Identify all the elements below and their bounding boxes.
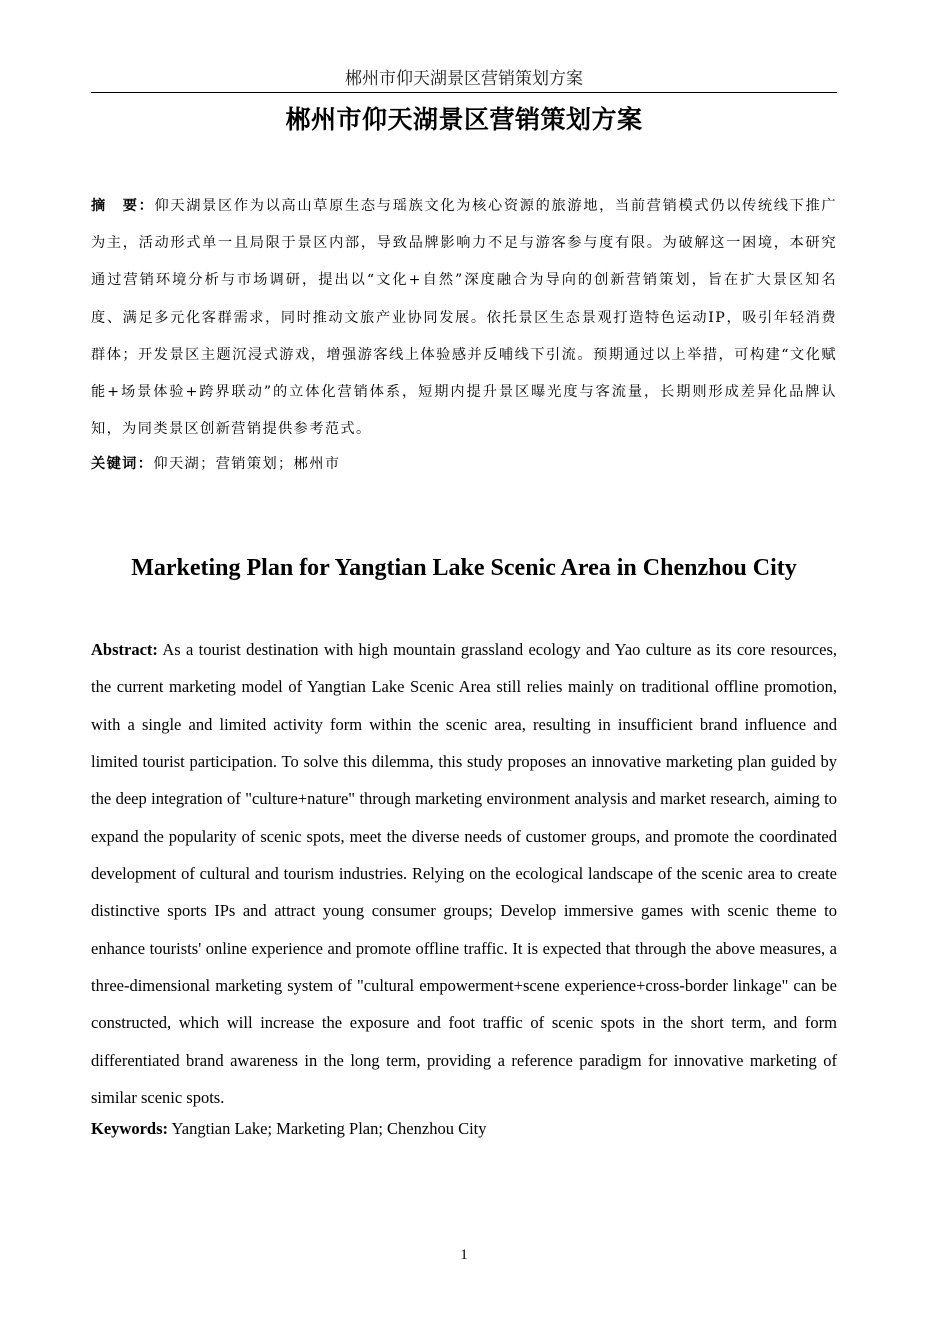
english-title: Marketing Plan for Yangtian Lake Scenic Area in Chenzhou City bbox=[131, 555, 797, 581]
chinese-title: 郴州市仰天湖景区营销策划方案 bbox=[285, 105, 643, 134]
english-abstract-text: As a tourist destination with high mountain grassland ecology and Yao culture as its core resources, the current marketing model of Yangtian Lake Scenic Area still relies mainly on traditional offline promotion, with a single and limited activity form within the scenic area, resulting in insufficient brand influence and limited tourist participation. To solve this dilemma, this study proposes an innovative marketing plan guided by the deep integration of "culture+nature" through marketing environment analysis and market research, aiming to expand the popularity of scenic spots, meet the diverse needs of customer groups, and promote the coordinated development of cultural and tourism industries. Relying on the ecological landscape of the scenic area to create distinctive sports IPs and attract young consumer groups; Develop immersive games with scenic theme to enhance tourists' online experience and promote offline traffic. It is expected that through the above measures, a three-dimensional marketing system of "cultural empowerment+scene experience+cross-border linkage" can be constructed, which will increase the exposure and foot traffic of scenic spots in the short term, and form differentiated brand awareness in the long term, providing a reference paradigm for innovative marketing of similar scenic spots. bbox=[91, 640, 837, 1108]
chinese-abstract-text: 仰天湖景区作为以高山草原生态与瑶族文化为核心资源的旅游地，当前营销模式仍以传统线下推广为主，活动形式单一且局限于景区内部，导致品牌影响力不足与游客参与度有限。为破解这一困境，本研究通过营销环境分析与市场调研，提出以“文化+自然”深度融合为导向的创新营销策划，旨在扩大景区知名度、满足多元化客群需求，同时推动文旅产业协同发展。依托景区生态景观打造特色运动IP，吸引年轻消费群体；开发景区主题沉浸式游戏，增强游客线上体验感并反哺线下引流。预期通过以上举措，可构建“文化赋能+场景体验+跨界联动”的立体化营销体系，短期内提升景区曝光度与客流量，长期则形成差异化品牌认知，为同类景区创新营销提供参考范式。 bbox=[91, 198, 837, 438]
chinese-keywords-text: 仰天湖；营销策划；郴州市 bbox=[153, 456, 341, 472]
page-number: 1 bbox=[460, 1247, 468, 1263]
chinese-abstract-label: 摘 要： bbox=[91, 198, 155, 214]
english-abstract bbox=[91, 631, 837, 1116]
running-header: 郴州市仰天湖景区营销策划方案 bbox=[91, 66, 837, 93]
english-keywords-label: Keywords: bbox=[91, 1119, 168, 1138]
chinese-abstract bbox=[91, 188, 837, 448]
chinese-keywords bbox=[91, 450, 837, 478]
english-keywords-text: Yangtian Lake; Marketing Plan; Chenzhou City bbox=[171, 1119, 487, 1138]
english-keywords bbox=[91, 1115, 837, 1143]
english-abstract-label: Abstract: bbox=[91, 640, 158, 659]
chinese-keywords-label: 关键词： bbox=[91, 456, 154, 472]
